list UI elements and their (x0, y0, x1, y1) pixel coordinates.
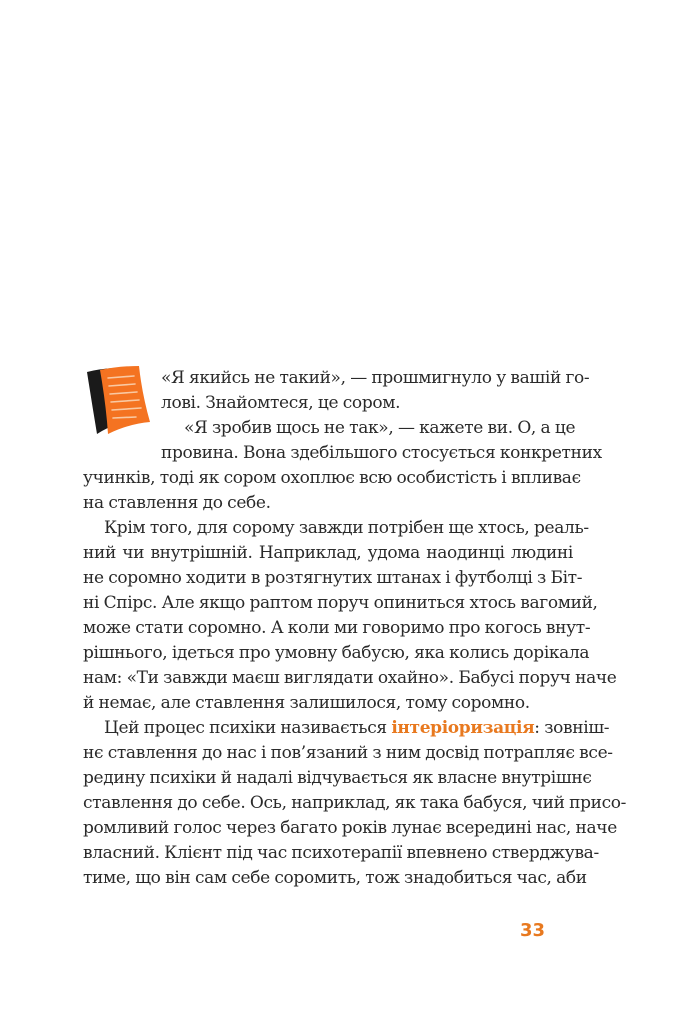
text-line: ромливий голос через багато років лунає всередині нас, наче (83, 818, 617, 838)
text-line: «Я зробив щось не так», — кажете ви. О, а це (184, 418, 576, 438)
text-line: «Я якийсь не такий», — прошмигнуло у вашій го- (161, 368, 590, 388)
text-line: не соромно ходити в розтягнутих штанах і футболці з Біт- (83, 568, 583, 588)
text-segment: : зовніш- (534, 718, 610, 738)
text-line: на ставлення до себе. (83, 493, 271, 513)
text-line (104, 716, 610, 741)
text-line: рішнього, ідеться про умовну бабусю, яка колись дорікала (83, 643, 590, 663)
highlighted-term: інтеріоризація (391, 718, 535, 738)
text-line: тиме, що він сам себе соромить, тож знадобиться час, аби (83, 868, 587, 888)
text-line: ний чи внутрішній. Наприклад, удома наодинці людині (83, 543, 573, 563)
text-line: власний. Клієнт під час психотерапії впевнено стверджува- (83, 843, 599, 863)
text-segment: Цей процес психіки називається (104, 718, 392, 738)
text-line: ставлення до себе. Ось, наприклад, як така бабуся, чий присо- (83, 793, 627, 813)
text-line: провина. Вона здебільшого стосується конкретних (161, 443, 602, 463)
text-line: й немає, але ставлення залишилося, тому соромно. (83, 693, 530, 713)
text-line: лові. Знайомтеся, це сором. (161, 393, 401, 413)
text-line: нам: «Ти завжди маєш виглядати охайно». Бабусі поруч наче (83, 668, 617, 688)
text-line: може стати соромно. А коли ми говоримо про когось внут- (83, 618, 591, 638)
text-line: ні Спірс. Але якщо раптом поруч опиниться хтось вагомий, (83, 593, 598, 613)
page-number: 33 (520, 920, 546, 941)
note-pages-icon (84, 364, 152, 436)
text-line: нє ставлення до нас і пов’язаний з ним досвід потрапляє все- (83, 743, 613, 763)
text-line: редину психіки й надалі відчувається як власне внутрішнє (83, 768, 592, 788)
text-line: Крім того, для сорому завжди потрібен ще хтось, реаль- (104, 518, 589, 538)
text-line: учинків, тоді як сором охоплює всю особистість і впливає (83, 468, 581, 488)
